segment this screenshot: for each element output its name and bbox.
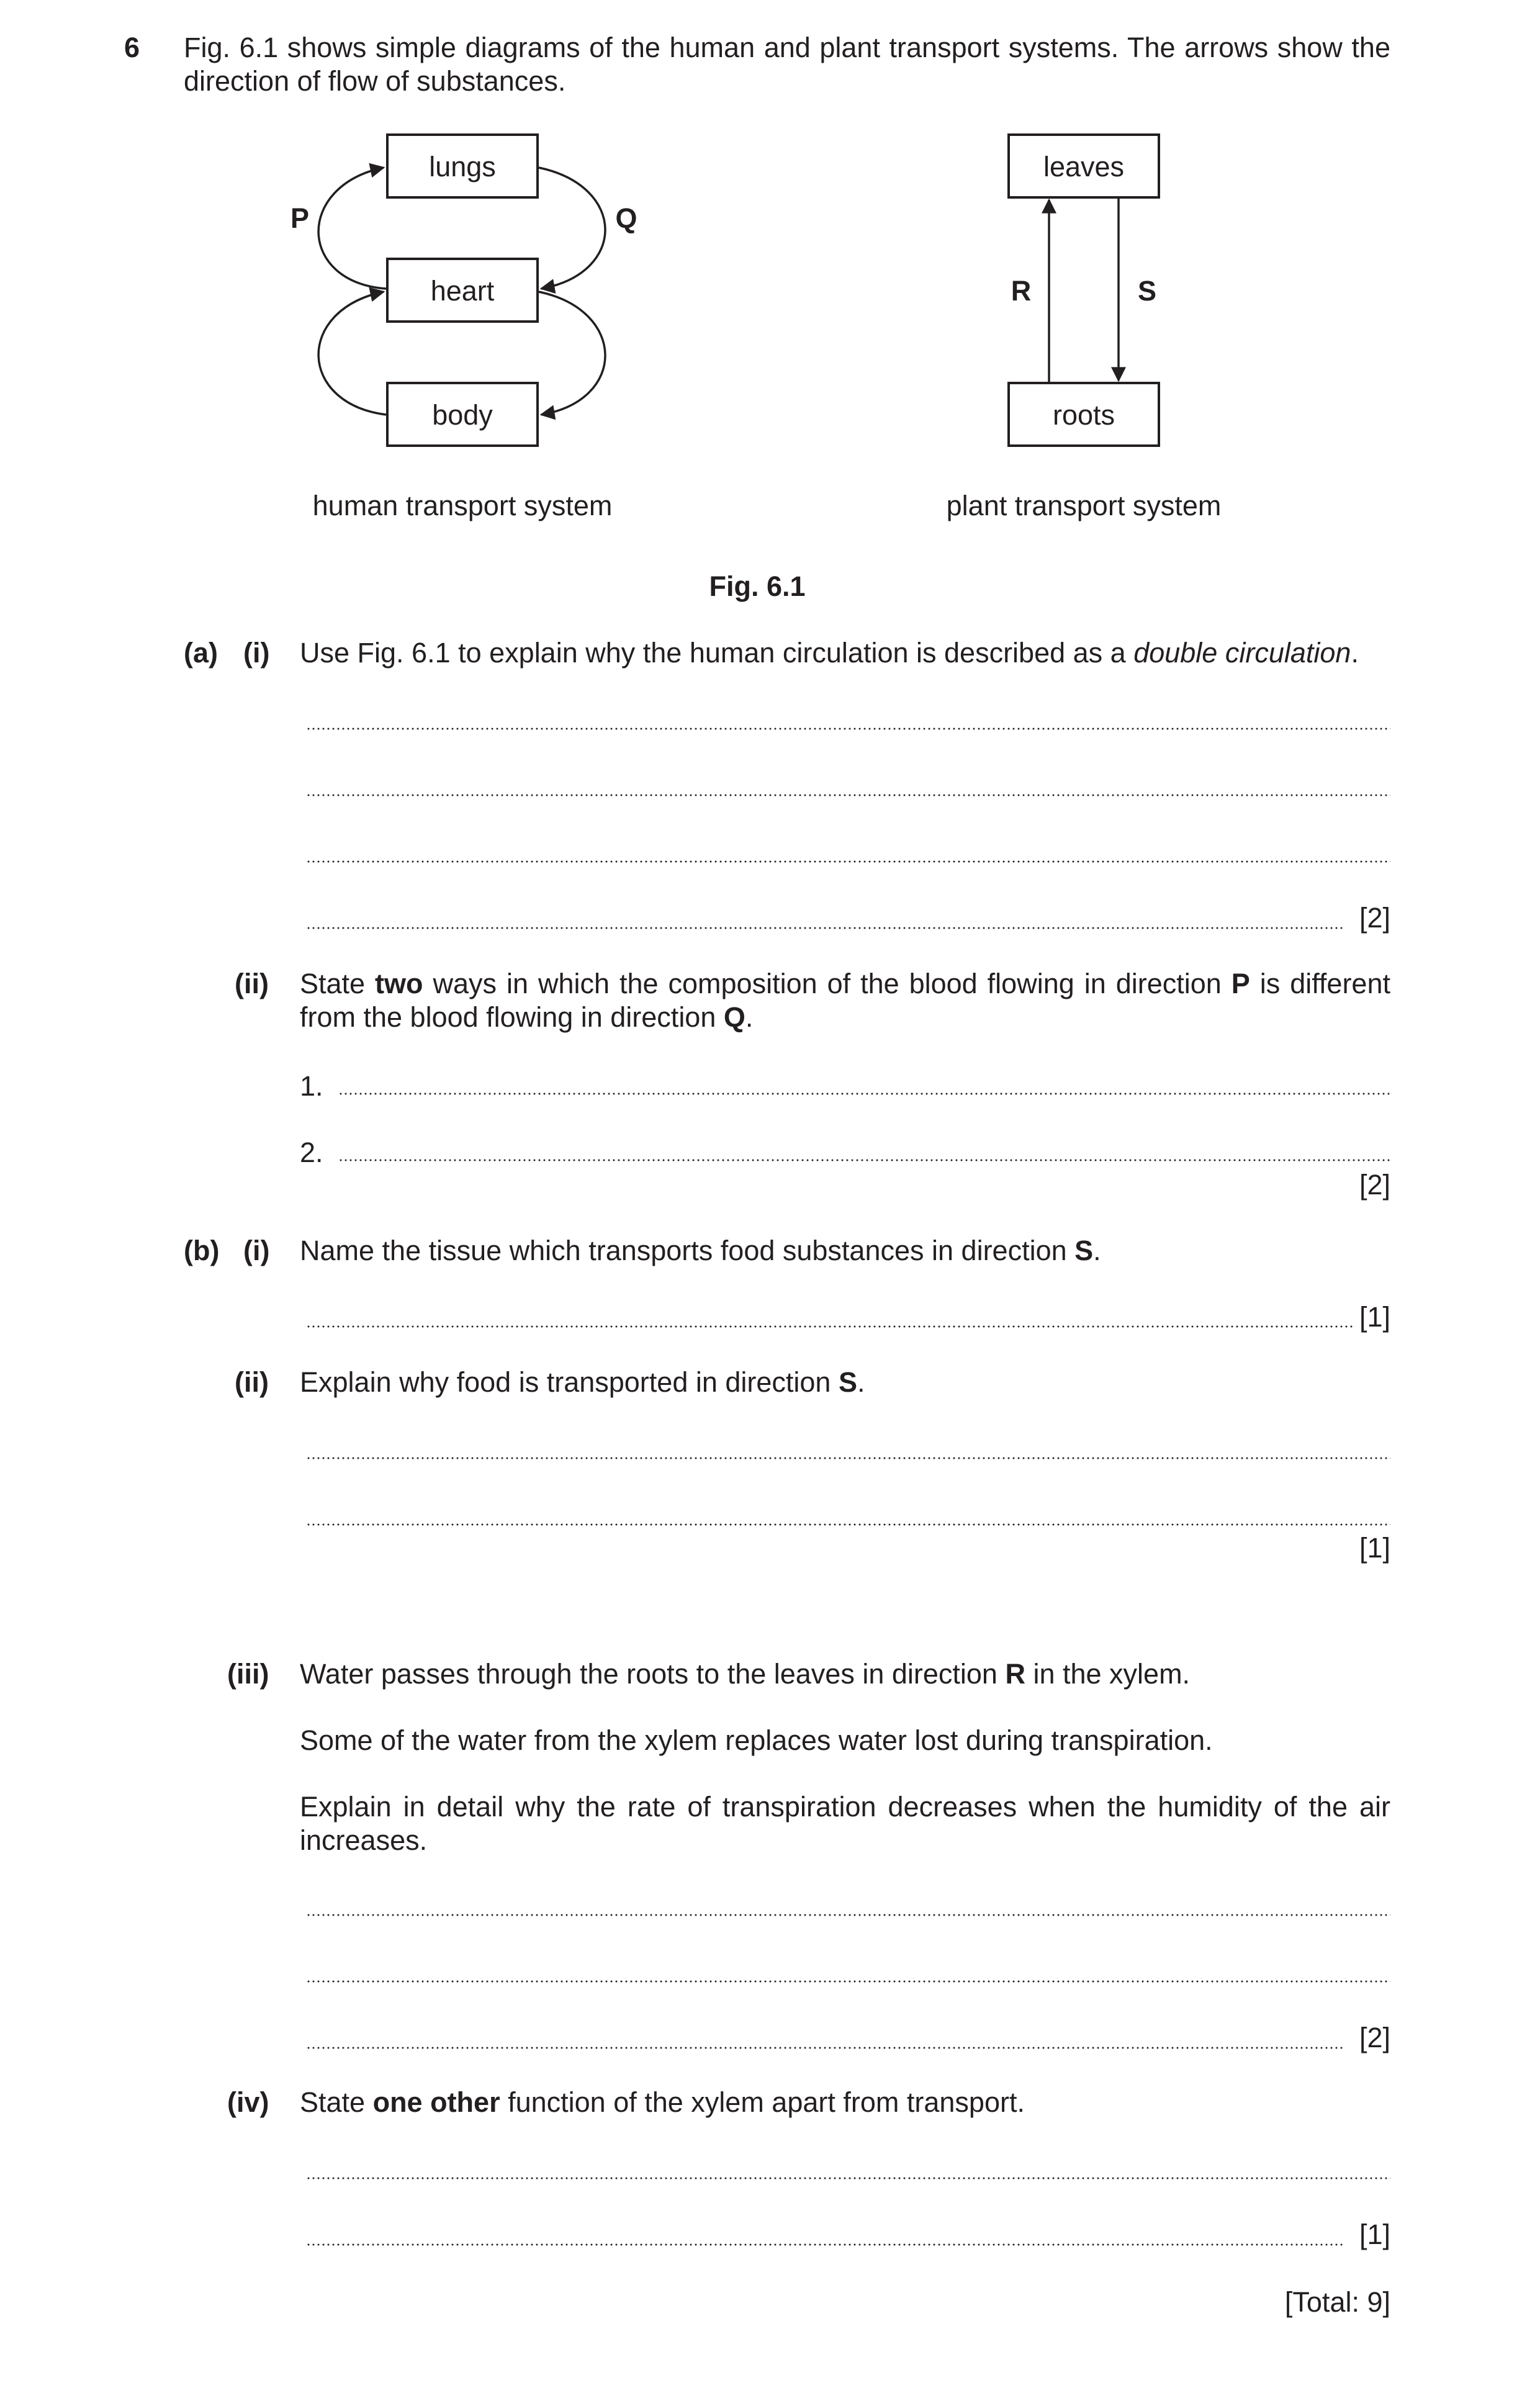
answer-line[interactable] [306, 1980, 1390, 1983]
roots-label: roots [1052, 399, 1115, 431]
part-b-iii-paragraph-2: Some of the water from the xylem replaces water lost during transpiration. [300, 1724, 1213, 1756]
part-a-i-question: Use Fig. 6.1 to explain why the human circulation is described as a double circulation. [300, 637, 1359, 669]
question-intro: Fig. 6.1 shows simple diagrams of the human and plant transport systems. The arrows show the direction of flow of substances. [184, 32, 1390, 97]
marks: [1] [1359, 2219, 1390, 2250]
arrow-body-to-heart [318, 292, 386, 415]
answer-line[interactable] [306, 2047, 1343, 2049]
label-s: S [1137, 275, 1157, 307]
answer-line[interactable] [306, 1523, 1390, 1526]
part-a-ii-label: (ii) [235, 968, 269, 999]
answer-line[interactable] [306, 2243, 1343, 2246]
heart-label: heart [430, 275, 495, 307]
answer-line[interactable] [306, 728, 1390, 730]
answer-line[interactable] [306, 927, 1343, 929]
part-b-iii-question: Water passes through the roots to the leaves in direction R in the xylem. [300, 1658, 1191, 1690]
label-r: R [1011, 275, 1032, 307]
figure-title: Fig. 6.1 [709, 570, 806, 602]
answer-number-1: 1. [300, 1070, 323, 1102]
body-label: body [432, 399, 493, 431]
marks: [2] [1359, 902, 1390, 934]
part-b-i-question: Name the tissue which transports food substances in direction S. [300, 1235, 1101, 1266]
part-b-iv-question: State one other function of the xylem apart from transport. [300, 2086, 1025, 2118]
total-marks: [Total: 9] [1284, 2286, 1390, 2318]
label-p: P [290, 202, 310, 234]
marks: [1] [1359, 1301, 1390, 1333]
question-number: 6 [124, 32, 140, 63]
marks: [2] [1359, 2022, 1390, 2053]
part-a-ii-question: State two ways in which the composition of the blood flowing in direction P is different from the blood flowing in direction Q. [300, 968, 1390, 1033]
part-b-iii-paragraph-3: Explain in detail why the rate of transpiration decreases when the humidity of the air increases. [300, 1791, 1390, 1856]
answer-line[interactable] [306, 1457, 1390, 1459]
part-b-ii-question: Explain why food is transported in direction S. [300, 1366, 865, 1398]
part-b-iii-label: (iii) [227, 1658, 269, 1690]
marks: [1] [1359, 1532, 1390, 1564]
part-b-label: (b) [184, 1235, 220, 1266]
answer-line[interactable] [306, 1325, 1355, 1328]
answer-line[interactable] [338, 1159, 1390, 1161]
part-b-iv-label: (iv) [227, 2086, 269, 2118]
answer-line[interactable] [306, 2177, 1390, 2179]
answer-line[interactable] [306, 1914, 1390, 1916]
leaves-label: leaves [1043, 151, 1125, 183]
answer-number-2: 2. [300, 1137, 323, 1168]
part-a-label: (a) [184, 637, 218, 669]
part-b-i-label: (i) [243, 1235, 270, 1266]
arrow-q [539, 168, 605, 289]
arrow-heart-to-body [539, 292, 605, 415]
answer-line[interactable] [338, 1093, 1390, 1095]
part-b-ii-label: (ii) [235, 1366, 269, 1398]
answer-line[interactable] [306, 860, 1390, 863]
lungs-label: lungs [429, 151, 496, 183]
marks: [2] [1359, 1169, 1390, 1201]
human-caption: human transport system [312, 490, 613, 521]
answer-line[interactable] [306, 794, 1390, 796]
arrow-p [318, 168, 386, 289]
plant-caption: plant transport system [946, 490, 1222, 521]
part-a-i-label: (i) [243, 637, 270, 669]
figure-diagram [0, 0, 1540, 621]
label-q: Q [615, 202, 637, 234]
